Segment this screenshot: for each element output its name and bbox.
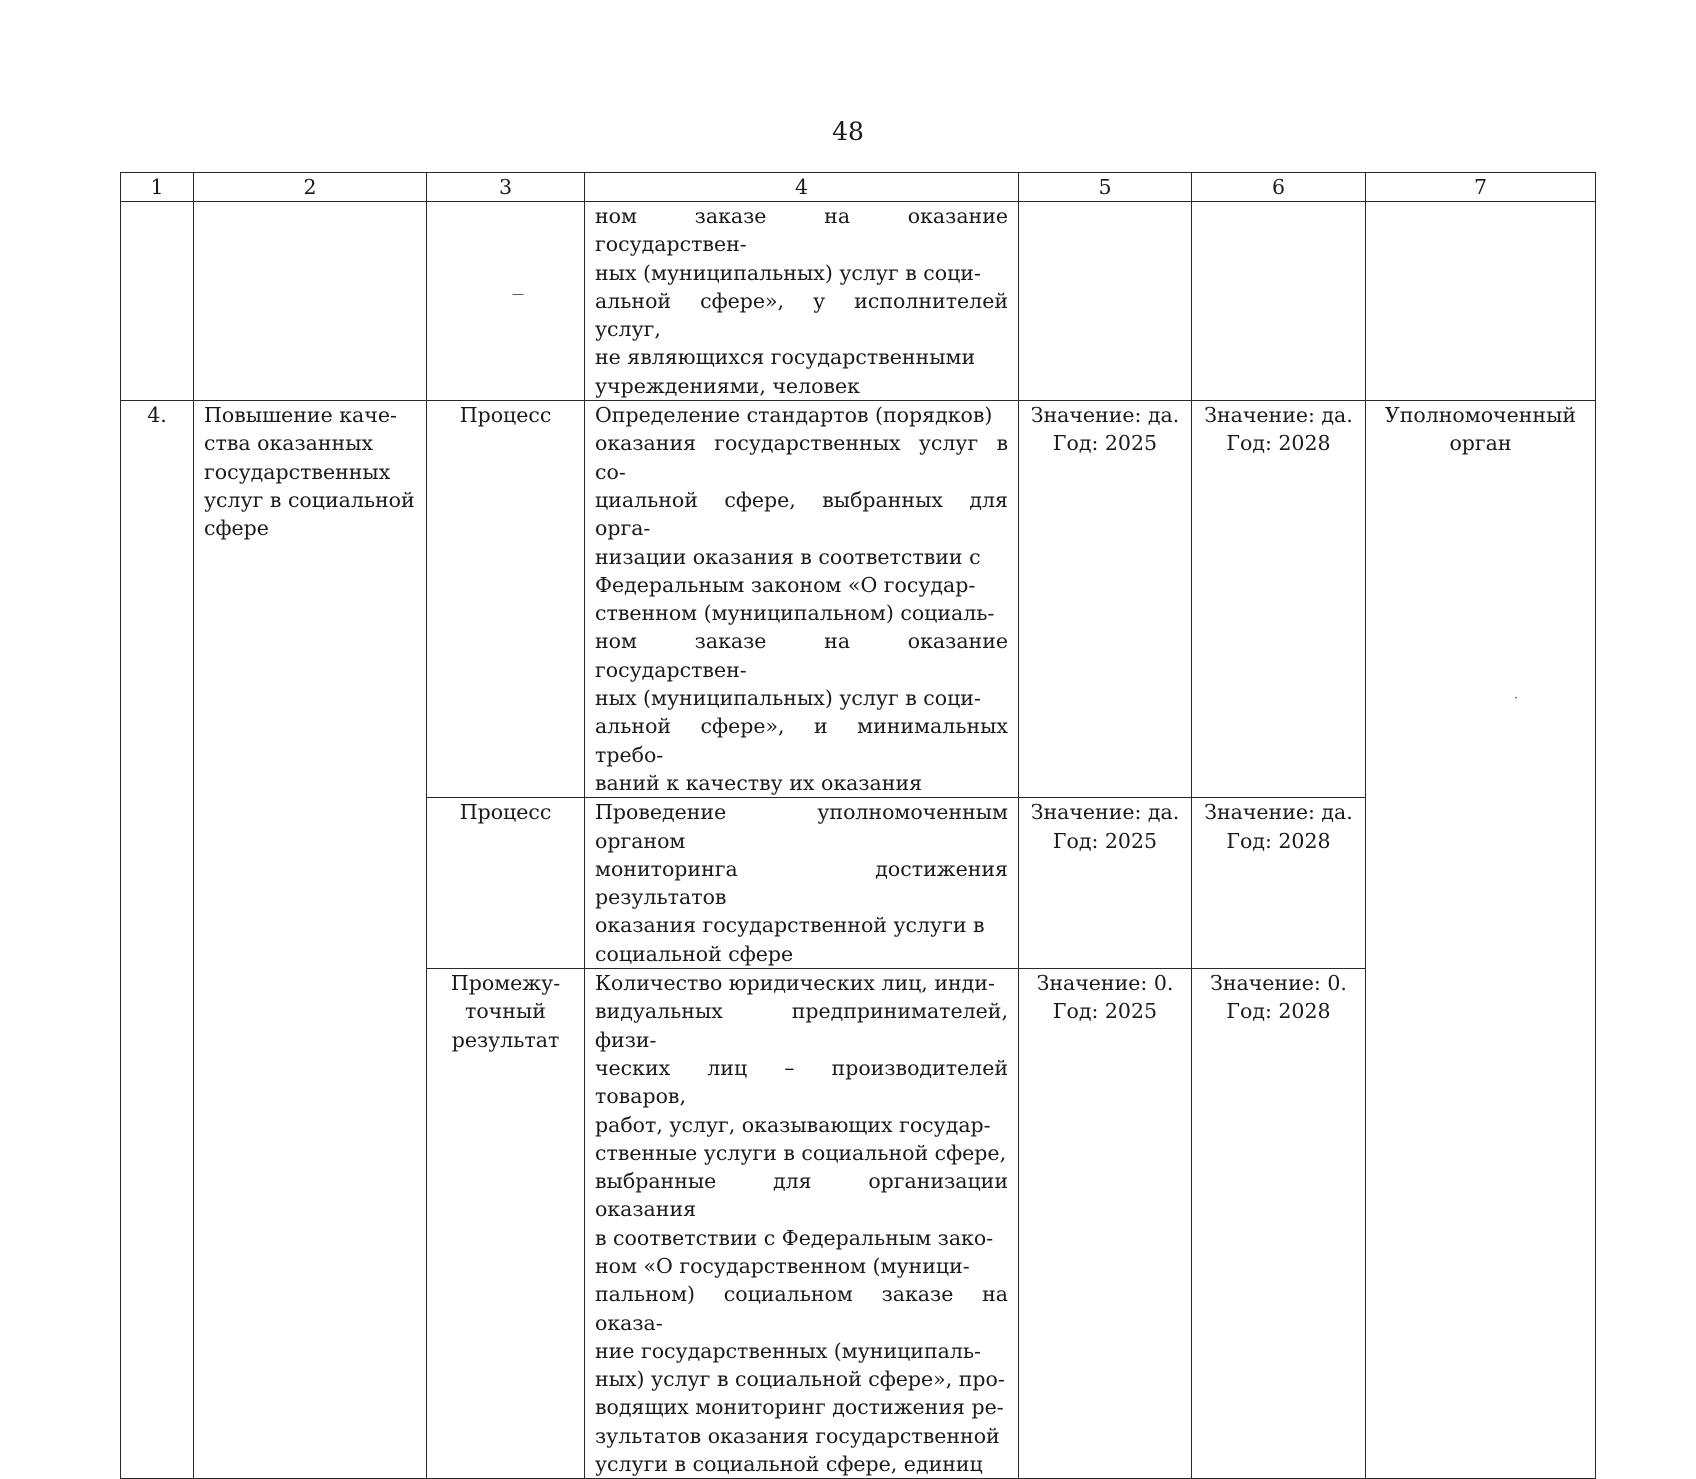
indicator-3-description-cell bbox=[585, 969, 1019, 1479]
column-number-6: 6 bbox=[1192, 173, 1366, 202]
continued-cell-2 bbox=[194, 202, 427, 401]
indicator-3-description: Количество юридических лиц, инди- видуальных предпринимателей, физи- ческих лиц – производителей товаров, работ, услуг, оказывающих государ- ственные услуги в социальной сфере, выбранные для организации оказания в соответствии с Федеральным зако- ном «О государственном (муници- пальном) социальном заказе на оказа- ние государственных (муниципаль- ных) услуг в социальной сфере», про- водящих мониторинг достижения ре- зультатов оказания государственной услуги в социальной сфере, единиц bbox=[595, 971, 1008, 1477]
indicator-2-type-cell bbox=[427, 798, 585, 969]
continued-cell-5 bbox=[1019, 202, 1192, 401]
column-number-1: 1 bbox=[121, 173, 194, 202]
column-number-2: 2 bbox=[194, 173, 427, 202]
indicator-3-type-cell bbox=[427, 969, 585, 1479]
indicator-2-target: Значение: да. Год: 2028 bbox=[1204, 800, 1353, 853]
indicator-3-base-cell bbox=[1019, 969, 1192, 1479]
continued-row bbox=[121, 202, 1596, 401]
row-4-task: Повышение каче- ства оказанных государственных услуг в социальной сфере bbox=[204, 403, 415, 541]
page-number: 48 bbox=[832, 117, 864, 146]
continued-description: ном заказе на оказание государствен- ных (муниципальных) услуг в соци- альной сфере», у исполнителей услуг, не являющихся государственными учреждениями, человек bbox=[595, 204, 1008, 398]
continued-cell-6 bbox=[1192, 202, 1366, 401]
row-4-number: 4. bbox=[147, 403, 167, 428]
indicator-3-target: Значение: 0. Год: 2028 bbox=[1210, 971, 1347, 1024]
column-number-row bbox=[121, 173, 1596, 202]
indicators-table bbox=[120, 172, 1596, 1479]
indicator-2-base-cell bbox=[1019, 798, 1192, 969]
indicator-1-base-cell bbox=[1019, 401, 1192, 798]
indicator-3-type: Промежу- точный результат bbox=[450, 971, 561, 1052]
indicator-2-description-cell bbox=[585, 798, 1019, 969]
indicator-1-description-cell bbox=[585, 401, 1019, 798]
continued-cell-3 bbox=[427, 202, 585, 401]
indicator-1-base: Значение: да. Год: 2025 bbox=[1030, 403, 1180, 456]
indicator-1-type-cell bbox=[427, 401, 585, 798]
column-number-7: 7 bbox=[1366, 173, 1596, 202]
indicator-3-base: Значение: 0. Год: 2025 bbox=[1036, 971, 1174, 1024]
continued-cell-7 bbox=[1366, 202, 1596, 401]
indicator-1-description: Определение стандартов (порядков) оказания государственных услуг в со- циальной сфере, выбранных для орга- низации оказания в соответствии с Федеральным законом «О государ- ственном (муниципальном) социаль- ном заказе на оказание государствен- ных (муниципальных) услуг в соци- альной сфере», и минимальных требо- ваний к качеству их оказания bbox=[595, 403, 1008, 795]
row-4-responsible: Уполномоченный орган bbox=[1384, 403, 1577, 456]
column-number-4: 4 bbox=[585, 173, 1019, 202]
indicator-2-description: Проведение уполномоченным органом мониторинга достижения результатов оказания государственной услуги в социальной сфере bbox=[595, 800, 1008, 966]
indicator-1-target: Значение: да. Год: 2028 bbox=[1204, 403, 1353, 456]
row-4-responsible-cell bbox=[1366, 401, 1596, 1479]
indicator-1-target-cell bbox=[1192, 401, 1366, 798]
indicator-2-target-cell bbox=[1192, 798, 1366, 969]
indicator-2-type: Процесс bbox=[459, 800, 552, 825]
column-number-5: 5 bbox=[1019, 173, 1192, 202]
column-number-3: 3 bbox=[427, 173, 585, 202]
scan-mark: — bbox=[512, 287, 524, 301]
row-4-task-cell bbox=[194, 401, 427, 1479]
indicator-1-type: Процесс bbox=[459, 403, 552, 428]
row-4-number-cell bbox=[121, 401, 194, 1479]
row-4-indicator-1 bbox=[121, 401, 1596, 798]
scan-dot: · bbox=[1514, 691, 1518, 705]
continued-description-cell bbox=[585, 202, 1019, 401]
indicator-2-base: Значение: да. Год: 2025 bbox=[1030, 800, 1180, 853]
indicator-3-target-cell bbox=[1192, 969, 1366, 1479]
continued-cell-1 bbox=[121, 202, 194, 401]
